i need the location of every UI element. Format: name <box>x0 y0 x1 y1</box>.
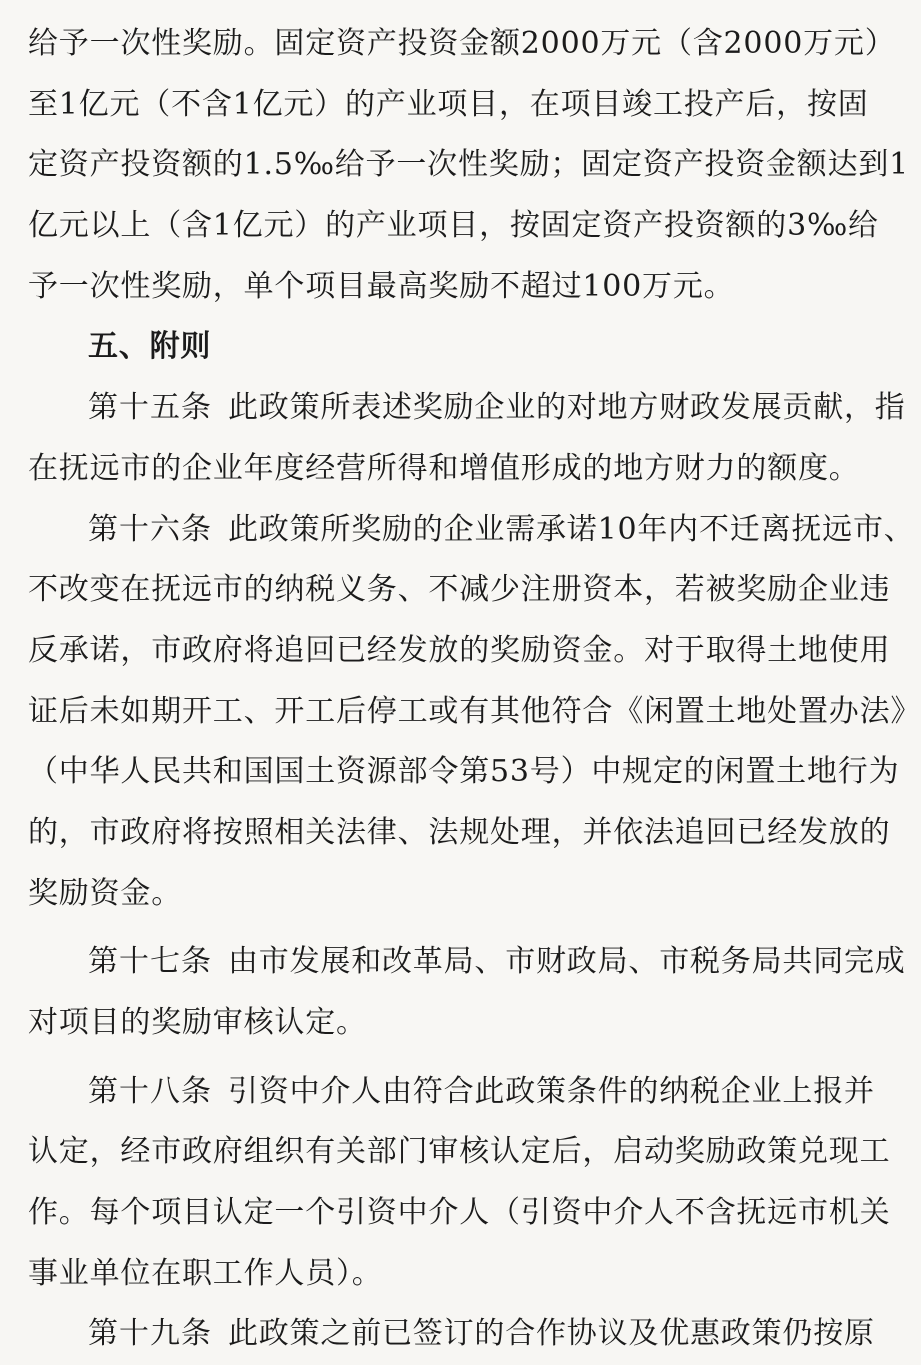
article-19-label: 第十九条 <box>88 1316 212 1352</box>
article-18-line-3: 作。每个项目认定一个引资中介人（引资中介人不含抚远市机关 <box>28 1195 891 1231</box>
article-15-label: 第十五条 <box>88 390 212 426</box>
article-18-label: 第十八条 <box>88 1073 212 1109</box>
article-17-label: 第十七条 <box>88 944 212 980</box>
article-16-line-2: 不改变在抚远市的纳税义务、不减少注册资本，若被奖励企业违 <box>28 572 891 608</box>
article-18-line-4: 事业单位在职工作人员）。 <box>28 1255 383 1291</box>
article-16-line-1 <box>28 500 915 561</box>
section-heading: 五、附则 <box>88 329 212 365</box>
article-16-text: 此政策所奖励的企业需承诺10年内不迁离抚远市、 <box>228 511 915 547</box>
article-17-line-2: 对项目的奖励审核认定。 <box>28 1005 367 1040</box>
article-16-line-3: 反承诺，市政府将追回已经发放的奖励资金。对于取得土地使用 <box>28 632 891 668</box>
article-16-label: 第十六条 <box>88 511 212 547</box>
article-15-text: 此政策所表述奖励企业的对地方财政发展贡献，指 <box>228 390 906 426</box>
article-18-text: 引资中介人由符合此政策条件的纳税企业上报并 <box>228 1073 875 1109</box>
article-16-line-4: 证后未如期开工、开工后停工或有其他符合《闲置土地处置办法》 <box>28 693 921 729</box>
paragraph-line: 给予一次性奖励。固定资产投资金额2000万元（含2000万元） <box>28 26 896 61</box>
article-15-line-1 <box>28 378 906 439</box>
article-16-line-5: （中华人民共和国国土资源部令第53号）中规定的闲置土地行为 <box>28 754 900 790</box>
article-16-line-6: 的，市政府将按照相关法律、法规处理，并依法追回已经发放的 <box>28 814 891 850</box>
article-18-line-2: 认定，经市政府组织有关部门审核认定后，启动奖励政策兑现工 <box>28 1134 891 1170</box>
article-15-line-2: 在抚远市的企业年度经营所得和增值形成的地方财力的额度。 <box>28 450 860 486</box>
article-16-line-7: 奖励资金。 <box>28 875 182 911</box>
paragraph-line: 定资产投资额的1.5‰给予一次性奖励；固定资产投资金额达到1 <box>28 147 910 183</box>
paragraph-gap <box>28 1054 800 1062</box>
paragraph-gap <box>28 924 800 932</box>
paragraph-line: 亿元以上（含1亿元）的产业项目，按固定资产投资额的3‰给 <box>28 208 879 244</box>
paragraph-line: 至1亿元（不含1亿元）的产业项目，在项目竣工投产后，按固 <box>28 86 869 122</box>
paragraph-line: 予一次性奖励，单个项目最高奖励不超过100万元。 <box>28 268 735 304</box>
article-17-text: 由市发展和改革局、市财政局、市税务局共同完成 <box>228 944 906 980</box>
article-18-line-1 <box>28 1062 875 1123</box>
article-17-line-1 <box>28 932 906 993</box>
article-19-line-1 <box>28 1304 875 1365</box>
article-19-text: 此政策之前已签订的合作协议及优惠政策仍按原 <box>228 1316 875 1352</box>
